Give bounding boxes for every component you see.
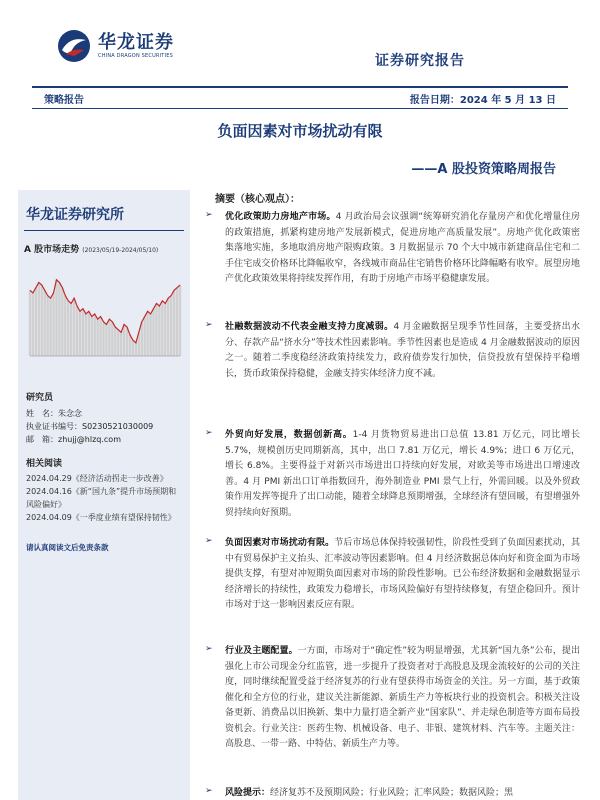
- abstract-item: [205, 536, 580, 614]
- chart-area-bar: [126, 327, 128, 356]
- report-header: [0, 0, 600, 82]
- abstract-item: [205, 320, 580, 382]
- item-lead: 优化政策助力房地产市场。: [225, 212, 336, 222]
- chart-area-bar: [94, 314, 96, 356]
- abstract-item: [205, 786, 580, 800]
- related-reading-list: [26, 472, 184, 524]
- chart-area-bar: [176, 288, 178, 356]
- arrow-bullet-icon: ➢: [205, 644, 213, 654]
- chart-area-bar: [161, 301, 163, 356]
- chart-area-bar: [129, 335, 131, 356]
- institute-name: 华龙证券研究所: [26, 207, 124, 223]
- chart-area-bar: [114, 327, 116, 356]
- chart-area-bar: [88, 311, 90, 356]
- item-lead: 风险提示：: [225, 788, 271, 798]
- report-category: 策略报告: [44, 95, 84, 106]
- chart-area-bar: [158, 306, 160, 356]
- chart-area-bar: [55, 280, 57, 356]
- chart-area-bar: [102, 322, 104, 356]
- item-body: 一方面，市场对于“确定性”较为明显增强，尤其新“国九条”公布，提出强化上市公司现金分红监管，进一步提升了投资者对于高股息及现金流较好的公司的关注度，同时继续配置受益于经济复苏的行业有望获得市场资金的关注。另一方面，基于政策催化和全方位的行业，建议关注新能源、新质生产力等板块行业的投资机会。积极关注设备更新、消费品以旧换新、集中力量打造全新产业“国家队”、并走绿色制造等方面布局投资机会。行业关注：医药生物、机械设备、电子、非银、建筑材料、汽车等。主题关注：高股息、一带一路、中特估、新质生产力等。: [225, 646, 580, 749]
- chart-area-bar: [61, 288, 63, 356]
- chart-area-bar: [149, 314, 151, 356]
- chart-area-bar: [52, 293, 54, 356]
- dragon-logo-icon: [56, 28, 92, 64]
- chart-area-bar: [85, 314, 87, 356]
- chart-area-bar: [179, 285, 181, 356]
- abstract-label: 摘要（核心观点）：: [215, 194, 300, 205]
- chart-area-bar: [108, 319, 110, 356]
- chart-area-bar: [73, 298, 75, 356]
- item-body: 4 月金融数据呈现季节性回落，主要受挤出水分、存款产品“挤水分”等技术性因素影响。季节性因素也是造成 4 月金融数据波动的原因之一。随着二季度稳经济政策持续发力，政府债券发行加快，信贷投放有望保持平稳增长，货币政策保持稳健，金融支持实体经济力度不减。: [225, 322, 580, 379]
- chart-area-bar: [164, 303, 166, 356]
- chart-area-bar: [67, 301, 69, 356]
- market-trend-chart: [26, 260, 184, 360]
- researcher-license: 执业证书编号：S0230521030009: [26, 422, 154, 431]
- item-lead: 负面因素对市场扰动有限。: [225, 538, 335, 548]
- subheader-divider: [32, 108, 568, 109]
- chart-area-bar: [105, 324, 107, 356]
- related-link[interactable]: 2024.04.29《经济活动拐走一步改善》: [26, 474, 168, 483]
- report-date: 报告日期：2024 年 5 月 13 日: [409, 95, 556, 106]
- chart-area-bar: [117, 330, 119, 356]
- item-lead: 社融数据波动不代表金融支持力度减弱。: [225, 322, 394, 332]
- chart-area-bar: [167, 298, 169, 356]
- logo-chinese-name: 华龙证券: [98, 32, 174, 53]
- chart-area-bar: [170, 296, 172, 356]
- sidebar-divider: [24, 230, 184, 231]
- item-body: 节后市场总体保持较强韧性，阶段性受到了负面因素扰动，其中有贸易保护主义抬头、汇率波动等因素影响。但 4 月经济数据总体向好和资金面为市场提供支撑，有望对冲短期负面因素对市场的阶段性影响。已公布经济数据和金融数据显示经济增长的持续性，政策发力稳增长，市场风险偏好有望持续修复，有望企稳回升。预计市场对于这一影响因素反应有限。: [225, 538, 580, 610]
- report-subtitle: ——A 股投资策略周报告: [411, 162, 556, 177]
- chart-area-bar: [99, 317, 101, 356]
- arrow-bullet-icon: ➢: [205, 536, 213, 546]
- sidebar: [18, 190, 190, 800]
- logo-english-name: CHINA DRAGON SECURITIES: [98, 53, 173, 59]
- chart-area-bar: [132, 340, 134, 356]
- abstract-item: [205, 644, 580, 753]
- chart-title: [24, 242, 158, 255]
- related-link[interactable]: 2024.04.09《一季度业绩有望保持韧性》: [26, 513, 176, 522]
- company-logo: [56, 28, 174, 64]
- chart-area-bar: [76, 306, 78, 356]
- chart-area-bar: [38, 282, 40, 356]
- chart-area-bar: [29, 290, 31, 356]
- report-type-label: 证券研究报告: [375, 53, 465, 69]
- chart-title-text: A 股市场走势: [24, 245, 80, 255]
- header-divider: [32, 86, 568, 88]
- chart-area-bar: [49, 298, 51, 356]
- related-reading-heading: 相关阅读: [26, 459, 63, 469]
- chart-area-bar: [64, 296, 66, 356]
- arrow-bullet-icon: ➢: [205, 786, 213, 796]
- chart-area-bar: [144, 317, 146, 356]
- chart-area-bar: [123, 324, 125, 356]
- disclaimer-note: 请认真阅读文后免责条款: [26, 543, 109, 552]
- related-link[interactable]: 2024.04.16《新“国九条”提升市场预期和风险偏好》: [26, 487, 177, 509]
- researcher-email[interactable]: 邮 箱：zhujj@hlzq.com: [26, 435, 121, 444]
- researcher-name: 姓 名：朱念念: [26, 409, 82, 418]
- chart-area-bar: [91, 317, 93, 356]
- arrow-bullet-icon: ➢: [205, 210, 213, 220]
- arrow-bullet-icon: ➢: [205, 428, 213, 438]
- report-title: 负面因素对市场扰动有限: [217, 122, 383, 140]
- item-body: 1-4 月货物贸易进出口总值 13.81 万亿元，同比增长 5.7%，规模创历史同期新高，其中，出口 7.81 万亿元，增长 4.9%；进口 6 万亿元，增长 6.8%。主要得益于对新兴市场进出口持续向好发展，对欧美等市场进出口增速改善。4 月 PMI 新出口订单指数回升，海外制造业 PMI 景气上行，外需回暖。以及外贸政策作用发挥等提升了出口动能，随着全球降息预期增强，全球经济有望回暖，有望增强外贸持续向好预期。: [225, 430, 580, 518]
- chart-area-bar: [41, 285, 43, 356]
- item-body: 经济复苏不及预期风险；行业风险；汇率风险；数据风险；黑: [270, 788, 514, 798]
- chart-area-bar: [44, 290, 46, 356]
- chart-area-bar: [82, 309, 84, 356]
- chart-area-bar: [155, 303, 157, 356]
- chart-area-bar: [32, 293, 34, 356]
- arrow-bullet-icon: ➢: [205, 320, 213, 330]
- chart-area-bar: [135, 343, 137, 356]
- chart-area-bar: [58, 282, 60, 356]
- researcher-heading: 研究员: [26, 393, 54, 403]
- chart-area-bar: [35, 288, 37, 356]
- chart-area-bar: [96, 319, 98, 356]
- chart-area-bar: [173, 290, 175, 356]
- chart-area-bar: [146, 311, 148, 356]
- chart-date-range: (2023/05/19-2024/05/10): [82, 247, 159, 254]
- chart-area-bar: [79, 311, 81, 356]
- item-lead: 行业及主题配置。: [225, 646, 298, 656]
- item-body: 4 月政治局会议强调“统筹研究消化存量房产和优化增量住房的政策措施，抓紧构建房地产发展新模式，促进房地产高质量发展”。房地产优化政策密集落地实施，多地取消房地产限购政策。3 月数据显示 70 个大中城市新建商品住宅和二手住宅成交价格环比降幅收窄，各线城市商品住宅销售价格环比降幅略有收窄。展望房地产优化政策效果将持续发挥作用，有助于房地产市场平稳健康发展。: [225, 212, 580, 284]
- chart-area-bar: [120, 332, 122, 356]
- chart-area-bar: [152, 309, 154, 356]
- item-lead: 外贸向好发展，数据创新高。: [225, 430, 353, 440]
- chart-area-bar: [111, 322, 113, 356]
- abstract-item: [205, 428, 580, 521]
- chart-area-bar: [70, 303, 72, 356]
- abstract-item: [205, 210, 580, 288]
- chart-area-bar: [46, 296, 48, 356]
